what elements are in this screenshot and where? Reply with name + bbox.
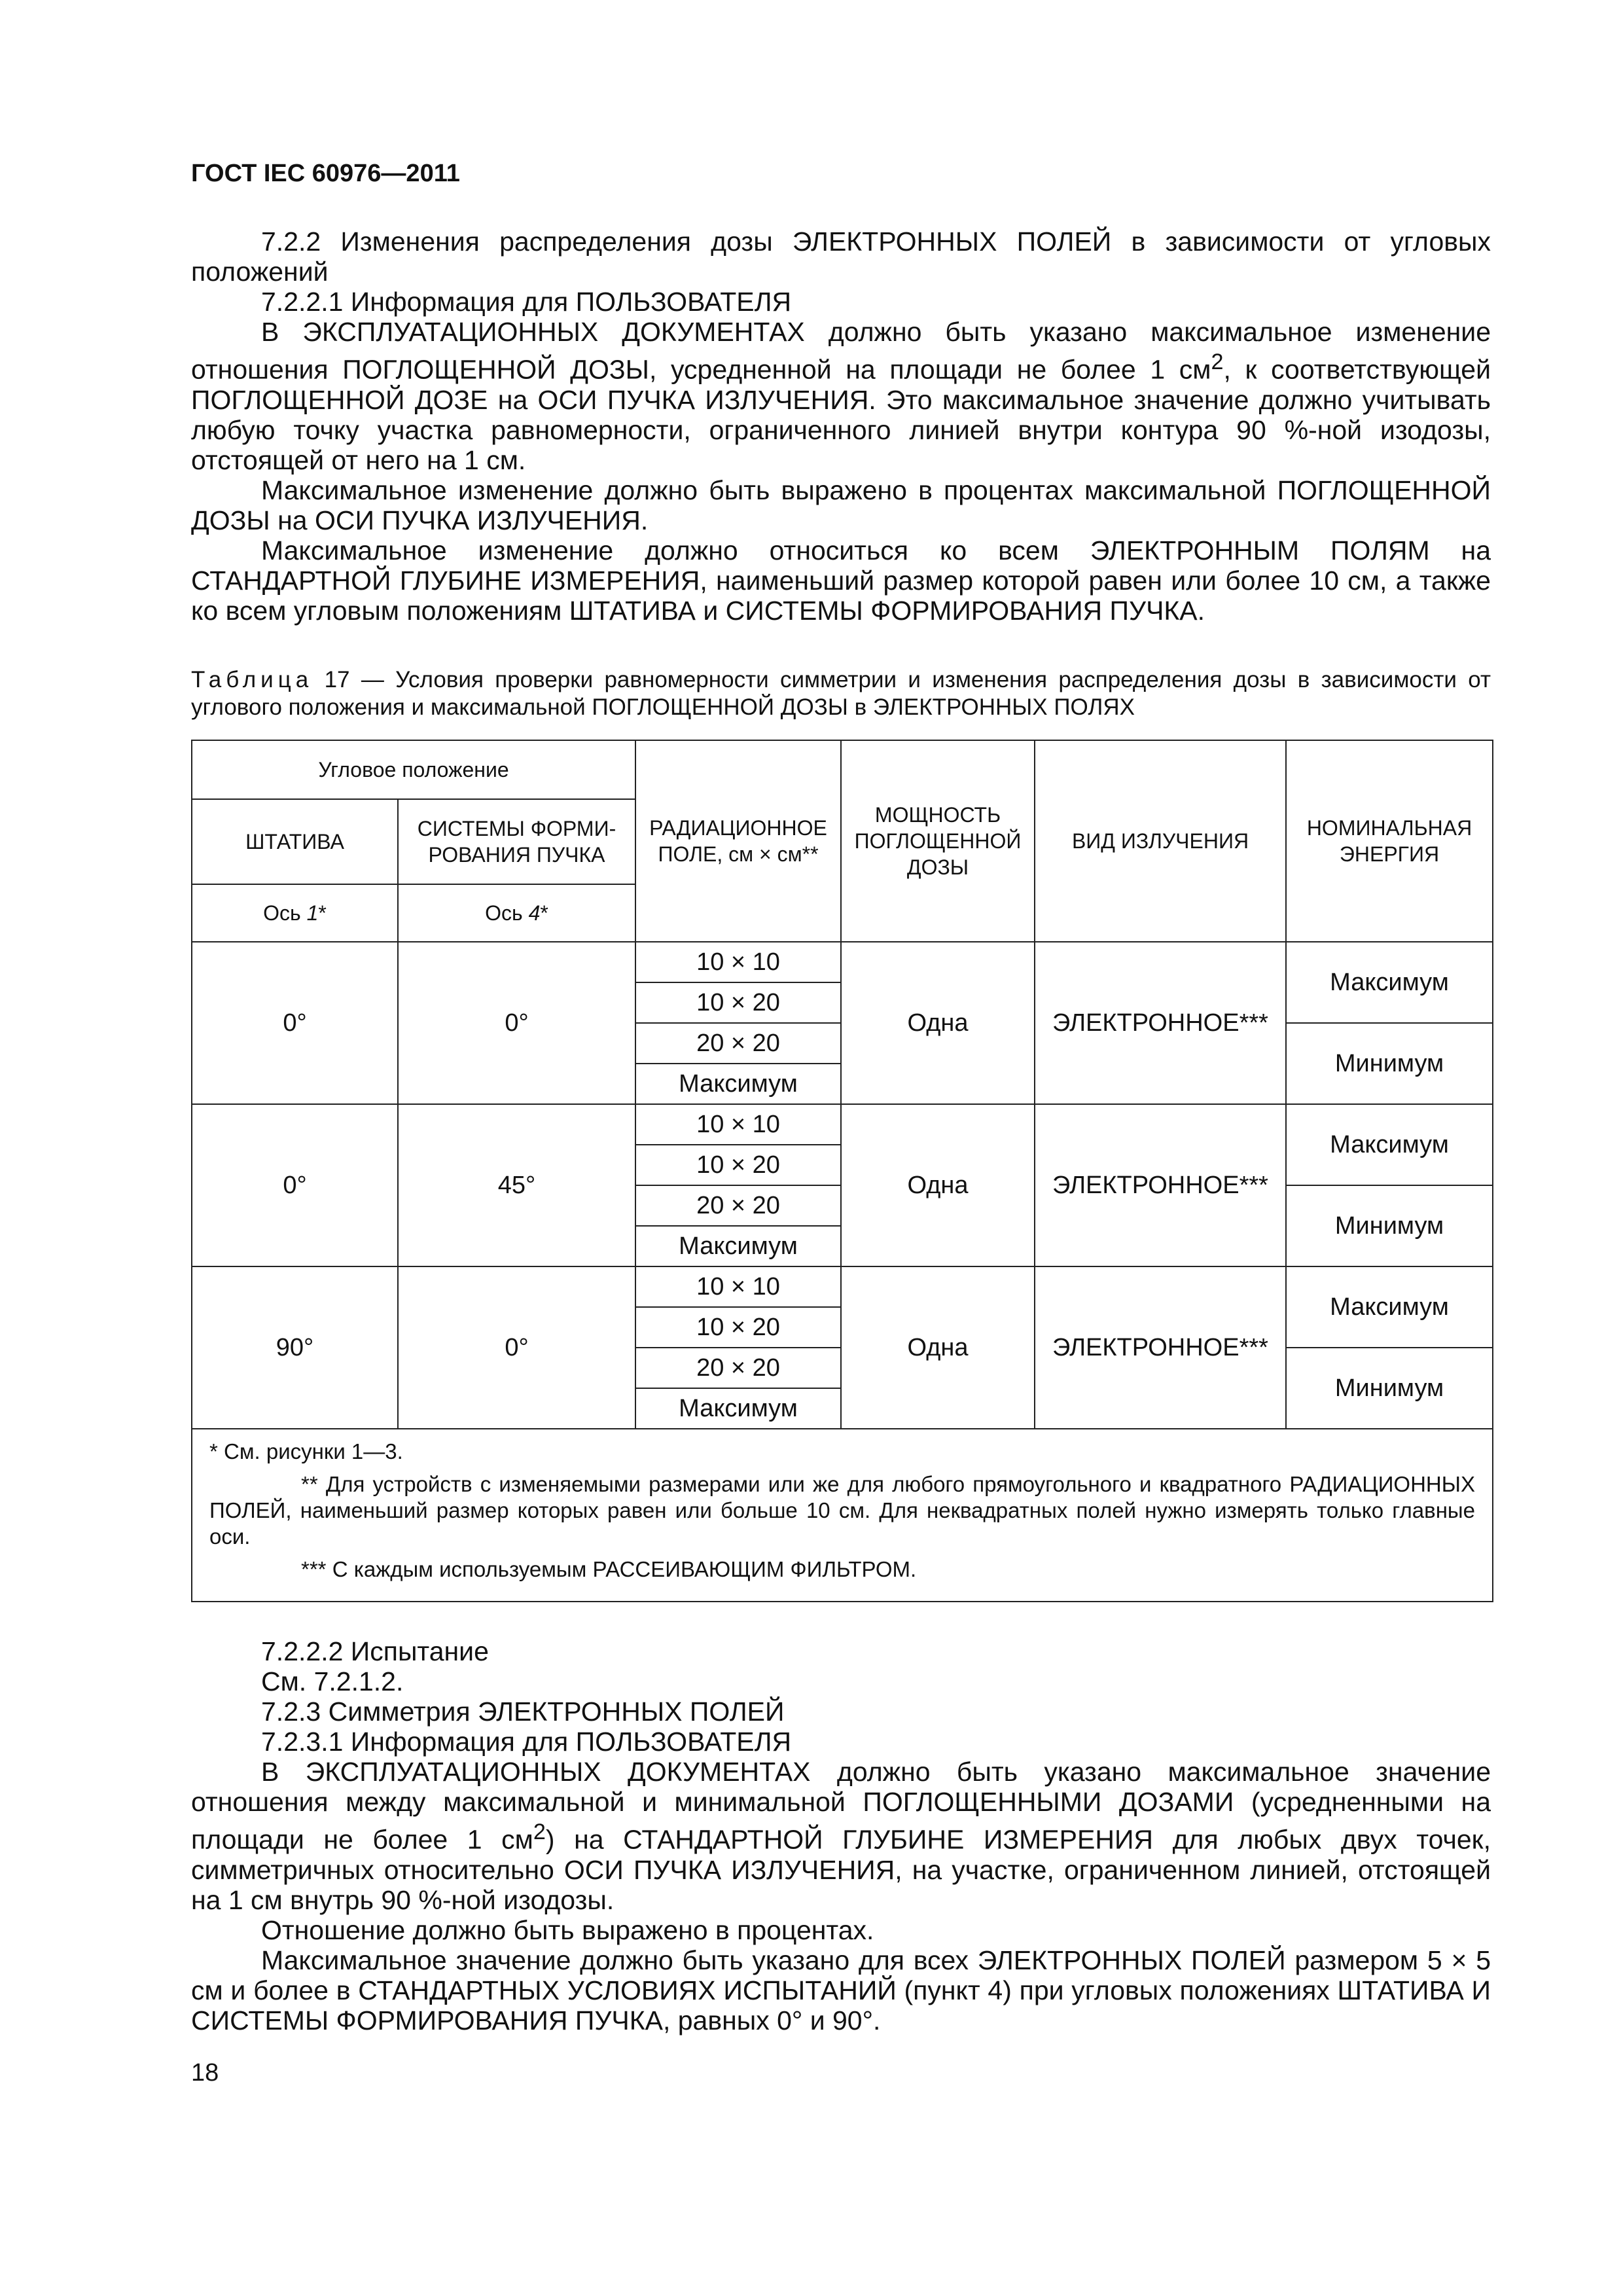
field-size: Максимум: [635, 1388, 841, 1429]
energy: Максимум: [1286, 1266, 1493, 1348]
field-size: 10 × 10: [635, 942, 841, 982]
energy: Минимум: [1286, 1023, 1493, 1104]
footnote: * См. рисунки 1—3.: [209, 1439, 403, 1463]
text-run: В ЭКСПЛУАТАЦИОННЫХ ДОКУМЕНТАХ должно быть указано максимальное значение отношения между максимальной и минимальной ПОГЛОЩЕННЫМИ ДОЗАМИ (усредненными на площади не более 1 см: [191, 1757, 1491, 1855]
radiation-type: ЭЛЕКТРОННОЕ***: [1035, 1266, 1286, 1429]
footnote: *** С каждым используемым РАССЕИВАЮЩИМ ФИЛЬТРОМ.: [301, 1557, 917, 1581]
paragraph: См. 7.2.1.2.: [261, 1666, 404, 1696]
gantry-angle: 0°: [192, 1104, 398, 1266]
table-17: [191, 740, 1493, 1602]
field-size: 10 × 20: [635, 982, 841, 1023]
radiation-type: ЭЛЕКТРОННОЕ***: [1035, 1104, 1286, 1266]
field-size: 10 × 20: [635, 1307, 841, 1348]
header-beam-system: СИСТЕМЫ ФОРМИ-РОВАНИЯ ПУЧКА: [398, 799, 635, 884]
energy: Минимум: [1286, 1348, 1493, 1429]
field-size: 20 × 20: [635, 1023, 841, 1064]
axis-number: 4: [528, 901, 541, 925]
paragraph: 7.2.3 Симметрия ЭЛЕКТРОННЫХ ПОЛЕЙ: [261, 1696, 785, 1727]
paragraph: [191, 317, 1491, 475]
paragraph: [191, 1757, 1491, 1915]
axis-label: Ось: [263, 901, 307, 925]
header-gantry: ШТАТИВА: [192, 799, 398, 884]
header-radiation-type: ВИД ИЗЛУЧЕНИЯ: [1035, 740, 1286, 942]
field-size: Максимум: [635, 1226, 841, 1266]
dose-rate: Одна: [841, 1266, 1035, 1429]
text-run: ) на СТАНДАРТНОЙ ГЛУБИНЕ ИЗМЕРЕНИЯ для любых двух точек, симметричных относительно ОСИ ПУЧКА ИЗЛУЧЕНИЯ, на участке, ограниченном линией, отстоящей на 1 см внутрь 90 %-ной изодозы.: [191, 1824, 1491, 1915]
beam-angle: 0°: [398, 942, 635, 1104]
field-size: 10 × 10: [635, 1104, 841, 1145]
section-7-2-2: [191, 226, 1491, 626]
field-size: 20 × 20: [635, 1185, 841, 1226]
header-axis-1: [192, 884, 398, 942]
table-caption: [191, 666, 1491, 721]
header-angular-position: Угловое положение: [192, 740, 635, 799]
superscript: 2: [1211, 350, 1224, 374]
axis-footnote-mark: *: [540, 901, 548, 925]
header-dose-rate: МОЩНОСТЬ ПОГЛОЩЕННОЙ ДОЗЫ: [841, 740, 1035, 942]
document-header: ГОСТ IEC 60976—2011: [191, 160, 460, 187]
footnote: ** Для устройств с изменяемыми размерами или же для любого прямоугольного и квадратного РАДИАЦИОННЫХ ПОЛЕЙ, наименьший размер которых равен или больше 10 см. Для неквадратных полей нужно измерять только главные оси.: [209, 1472, 1475, 1549]
caption-text: 17 — Условия проверки равномерности симметрии и изменения распределения дозы в зависимости от углового положения и максимальной ПОГЛОЩЕННОЙ ДОЗЫ в ЭЛЕКТРОННЫХ ПОЛЯХ: [191, 667, 1491, 720]
beam-angle: 45°: [398, 1104, 635, 1266]
paragraph: Максимальное изменение должно быть выражено в процентах максимальной ПОГЛОЩЕННОЙ ДОЗЫ на ОСИ ПУЧКА ИЗЛУЧЕНИЯ.: [191, 475, 1491, 535]
radiation-type: ЭЛЕКТРОННОЕ***: [1035, 942, 1286, 1104]
section-7-2-3: [191, 1636, 1491, 2036]
dose-rate: Одна: [841, 942, 1035, 1104]
dose-rate: Одна: [841, 1104, 1035, 1266]
gantry-angle: 0°: [192, 942, 398, 1104]
paragraph: 7.2.2.2 Испытание: [261, 1636, 489, 1666]
gantry-angle: 90°: [192, 1266, 398, 1429]
paragraph: Максимальное значение должно быть указано для всех ЭЛЕКТРОННЫХ ПОЛЕЙ размером 5 × 5 см и более в СТАНДАРТНЫХ УСЛОВИЯХ ИСПЫТАНИЙ (пункт 4) при угловых положениях ШТАТИВА И СИСТЕМЫ ФОРМИРОВАНИЯ ПУЧКА, равных 0° и 90°.: [191, 1945, 1491, 2036]
page-number: 18: [191, 2059, 219, 2087]
field-size: 20 × 20: [635, 1348, 841, 1388]
field-size: Максимум: [635, 1064, 841, 1104]
beam-angle: 0°: [398, 1266, 635, 1429]
energy: Максимум: [1286, 1104, 1493, 1185]
paragraph: 7.2.3.1 Информация для ПОЛЬЗОВАТЕЛЯ: [261, 1727, 792, 1757]
header-radiation-field: РАДИАЦИОННОЕ ПОЛЕ, см × см**: [635, 740, 841, 942]
axis-label: Ось: [485, 901, 529, 925]
paragraph: Максимальное изменение должно относиться ко всем ЭЛЕКТРОННЫМ ПОЛЯМ на СТАНДАРТНОЙ ГЛУБИНЕ ИЗМЕРЕНИЯ, наименьший размер которой равен или более 10 см, а также ко всем угловым положениям ШТАТИВА и СИСТЕМЫ ФОРМИРОВАНИЯ ПУЧКА.: [191, 535, 1491, 626]
energy: Минимум: [1286, 1185, 1493, 1266]
paragraph: 7.2.2.1 Информация для ПОЛЬЗОВАТЕЛЯ: [261, 287, 792, 317]
axis-number: 1: [306, 901, 319, 925]
header-axis-4: [398, 884, 635, 942]
table-notes: [192, 1429, 1493, 1602]
paragraph: Отношение должно быть выражено в процентах.: [261, 1914, 874, 1945]
field-size: 10 × 10: [635, 1266, 841, 1307]
text-run: В ЭКСПЛУАТАЦИОННЫХ ДОКУМЕНТАХ должно быть указано максимальное изменение отношения ПОГЛОЩЕННОЙ ДОЗЫ, усредненной на площади не более 1 см: [191, 317, 1491, 385]
header-nominal-energy: НОМИНАЛЬНАЯ ЭНЕРГИЯ: [1286, 740, 1493, 942]
superscript: 2: [533, 1820, 546, 1844]
axis-footnote-mark: *: [318, 901, 327, 925]
text-run: , к соответствующей ПОГЛОЩЕННОЙ ДОЗЕ на ОСИ ПУЧКА ИЗЛУЧЕНИЯ. Это максимальное значение должно учитывать любую точку участка равномерности, ограниченного линией внутри контура 90 %-ной изодозы, отстоящей от него на 1 см.: [191, 354, 1491, 475]
paragraph: 7.2.2 Изменения распределения дозы ЭЛЕКТРОННЫХ ПОЛЕЙ в зависимости от угловых положений: [191, 226, 1491, 287]
caption-label: Таблица: [191, 667, 313, 692]
field-size: 10 × 20: [635, 1145, 841, 1185]
energy: Максимум: [1286, 942, 1493, 1023]
